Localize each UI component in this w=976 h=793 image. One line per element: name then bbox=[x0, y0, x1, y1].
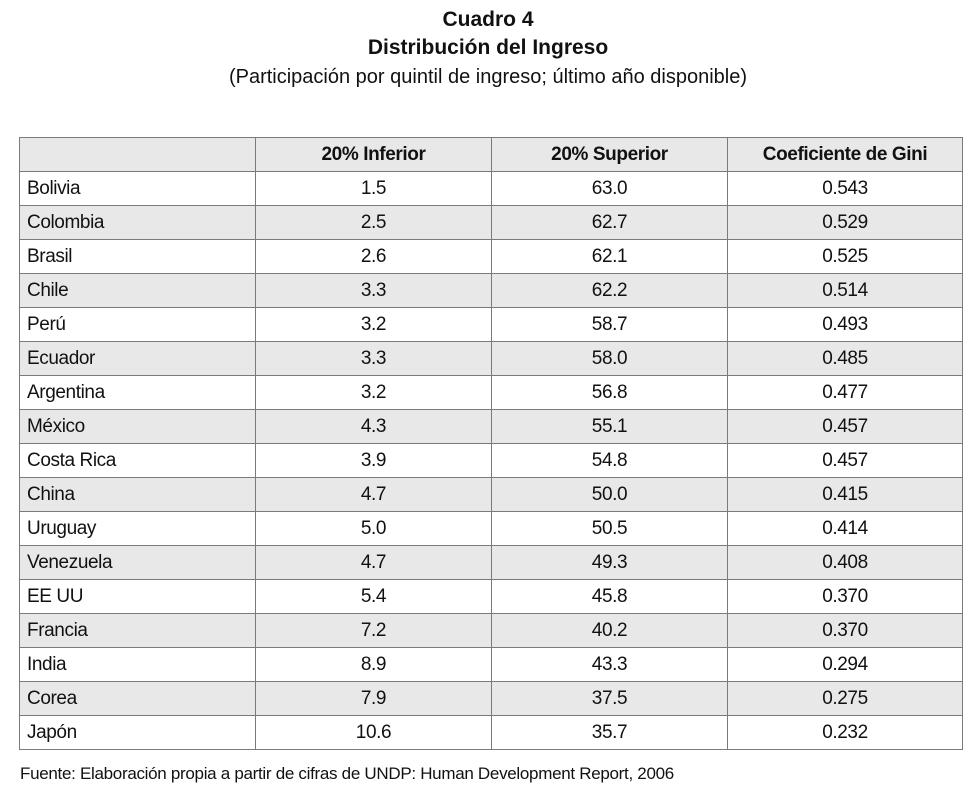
table-row bbox=[20, 240, 963, 274]
country-cell: Argentina bbox=[20, 376, 256, 410]
superior-cell: 58.0 bbox=[492, 342, 728, 376]
gini-cell: 0.477 bbox=[728, 376, 963, 410]
gini-cell: 0.493 bbox=[728, 308, 963, 342]
inferior-cell: 3.3 bbox=[256, 274, 492, 308]
country-cell: China bbox=[20, 478, 256, 512]
country-cell: Uruguay bbox=[20, 512, 256, 546]
country-cell: Japón bbox=[20, 716, 256, 750]
inferior-cell: 3.2 bbox=[256, 308, 492, 342]
table-row bbox=[20, 682, 963, 716]
country-cell: Brasil bbox=[20, 240, 256, 274]
inferior-cell: 7.2 bbox=[256, 614, 492, 648]
inferior-cell: 7.9 bbox=[256, 682, 492, 716]
superior-cell: 49.3 bbox=[492, 546, 728, 580]
table-row bbox=[20, 376, 963, 410]
gini-cell: 0.414 bbox=[728, 512, 963, 546]
table-body bbox=[20, 172, 963, 750]
country-cell: Corea bbox=[20, 682, 256, 716]
superior-cell: 62.2 bbox=[492, 274, 728, 308]
gini-cell: 0.529 bbox=[728, 206, 963, 240]
inferior-cell: 2.5 bbox=[256, 206, 492, 240]
title-block bbox=[0, 6, 976, 92]
inferior-cell: 1.5 bbox=[256, 172, 492, 206]
superior-cell: 62.7 bbox=[492, 206, 728, 240]
gini-cell: 0.543 bbox=[728, 172, 963, 206]
inferior-cell: 2.6 bbox=[256, 240, 492, 274]
gini-cell: 0.457 bbox=[728, 444, 963, 478]
superior-cell: 58.7 bbox=[492, 308, 728, 342]
inferior-cell: 4.3 bbox=[256, 410, 492, 444]
country-cell: Chile bbox=[20, 274, 256, 308]
column-header-country bbox=[20, 138, 256, 172]
gini-cell: 0.485 bbox=[728, 342, 963, 376]
superior-cell: 50.5 bbox=[492, 512, 728, 546]
country-cell: México bbox=[20, 410, 256, 444]
table-header-row bbox=[20, 138, 963, 172]
gini-cell: 0.408 bbox=[728, 546, 963, 580]
gini-cell: 0.514 bbox=[728, 274, 963, 308]
inferior-cell: 4.7 bbox=[256, 546, 492, 580]
superior-cell: 63.0 bbox=[492, 172, 728, 206]
superior-cell: 35.7 bbox=[492, 716, 728, 750]
inferior-cell: 4.7 bbox=[256, 478, 492, 512]
superior-cell: 56.8 bbox=[492, 376, 728, 410]
column-header-superior: 20% Superior bbox=[492, 138, 728, 172]
table-row bbox=[20, 478, 963, 512]
table-row bbox=[20, 546, 963, 580]
inferior-cell: 5.4 bbox=[256, 580, 492, 614]
country-cell: Colombia bbox=[20, 206, 256, 240]
table-row bbox=[20, 274, 963, 308]
table-row bbox=[20, 308, 963, 342]
country-cell: EE UU bbox=[20, 580, 256, 614]
gini-cell: 0.370 bbox=[728, 614, 963, 648]
superior-cell: 40.2 bbox=[492, 614, 728, 648]
country-cell: Ecuador bbox=[20, 342, 256, 376]
superior-cell: 43.3 bbox=[492, 648, 728, 682]
superior-cell: 50.0 bbox=[492, 478, 728, 512]
superior-cell: 54.8 bbox=[492, 444, 728, 478]
page-subtitle: (Participación por quintil de ingreso; último año disponible) bbox=[228, 66, 748, 88]
gini-cell: 0.370 bbox=[728, 580, 963, 614]
page-title: Distribución del Ingreso bbox=[367, 36, 609, 59]
income-distribution-table bbox=[19, 137, 963, 750]
inferior-cell: 3.9 bbox=[256, 444, 492, 478]
inferior-cell: 8.9 bbox=[256, 648, 492, 682]
country-cell: Costa Rica bbox=[20, 444, 256, 478]
inferior-cell: 3.2 bbox=[256, 376, 492, 410]
country-cell: Francia bbox=[20, 614, 256, 648]
table-number: Cuadro 4 bbox=[442, 8, 534, 31]
table-row bbox=[20, 580, 963, 614]
inferior-cell: 3.3 bbox=[256, 342, 492, 376]
table-row bbox=[20, 410, 963, 444]
inferior-cell: 10.6 bbox=[256, 716, 492, 750]
gini-cell: 0.275 bbox=[728, 682, 963, 716]
gini-cell: 0.232 bbox=[728, 716, 963, 750]
table-row bbox=[20, 206, 963, 240]
gini-cell: 0.525 bbox=[728, 240, 963, 274]
gini-cell: 0.294 bbox=[728, 648, 963, 682]
column-header-gini: Coeficiente de Gini bbox=[728, 138, 963, 172]
superior-cell: 45.8 bbox=[492, 580, 728, 614]
inferior-cell: 5.0 bbox=[256, 512, 492, 546]
country-cell: India bbox=[20, 648, 256, 682]
table-row bbox=[20, 512, 963, 546]
column-header-inferior: 20% Inferior bbox=[256, 138, 492, 172]
table-row bbox=[20, 172, 963, 206]
table-row bbox=[20, 614, 963, 648]
superior-cell: 62.1 bbox=[492, 240, 728, 274]
superior-cell: 37.5 bbox=[492, 682, 728, 716]
table-row bbox=[20, 648, 963, 682]
table-row bbox=[20, 444, 963, 478]
superior-cell: 55.1 bbox=[492, 410, 728, 444]
country-cell: Venezuela bbox=[20, 546, 256, 580]
country-cell: Perú bbox=[20, 308, 256, 342]
country-cell: Bolivia bbox=[20, 172, 256, 206]
gini-cell: 0.415 bbox=[728, 478, 963, 512]
table-row bbox=[20, 716, 963, 750]
source-note: Fuente: Elaboración propia a partir de cifras de UNDP: Human Development Report, 2006 bbox=[20, 764, 674, 783]
gini-cell: 0.457 bbox=[728, 410, 963, 444]
table-row bbox=[20, 342, 963, 376]
